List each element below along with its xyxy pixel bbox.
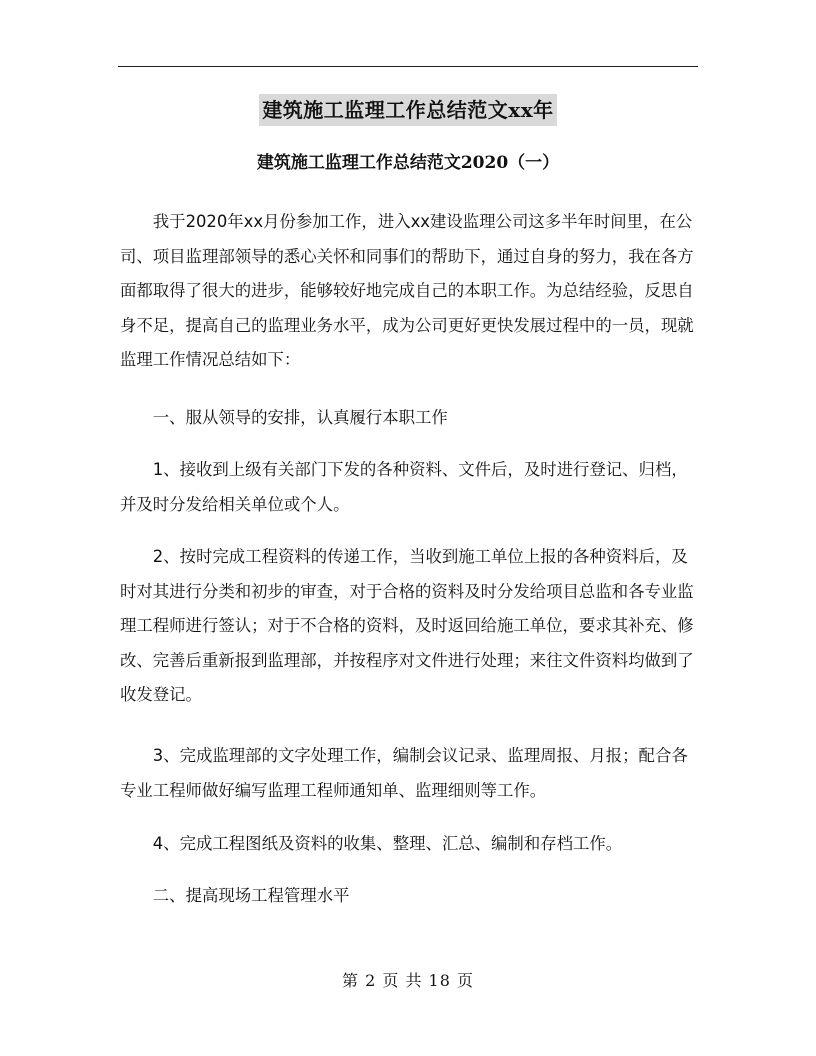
item-paragraph-3: 3、完成监理部的文字处理工作，编制会议记录、监理周报、月报；配合各专业工程师做好编写监理工程师通知单、监理细则等工作。	[120, 746, 688, 800]
document-title	[0, 94, 816, 126]
item-paragraph-4: 4、完成工程图纸及资料的收集、整理、汇总、编制和存档工作。	[152, 834, 623, 853]
section-heading-2: 二、提高现场工程管理水平	[152, 886, 350, 905]
header-rule	[118, 66, 698, 67]
intro-paragraph: 我于2020年xx月份参加工作，进入xx建设监理公司这多半年时间里，在公司、项目监理部领导的悉心关怀和同事们的帮助下，通过自身的努力，我在各方面都取得了很大的进步，能够较好地完成自己的本职工作。为总结经验，反思自身不足，提高自己的监理业务水平，成为公司更好更快发展过程中的一员，现就监理工作情况总结如下：	[120, 212, 694, 369]
page-number-footer: 第 2 页 共 18 页	[342, 971, 474, 990]
document-subtitle: 建筑施工监理工作总结范文2020（一）	[256, 153, 560, 173]
document-title-text: 建筑施工监理工作总结范文xx年	[259, 94, 556, 126]
section-heading-1: 一、服从领导的安排，认真履行本职工作	[152, 408, 448, 427]
item-paragraph-1: 1、接收到上级有关部门下发的各种资料、文件后，及时进行登记、归档，并及时分发给相关单位或个人。	[120, 460, 688, 514]
item-paragraph-2: 2、按时完成工程资料的传递工作，当收到施工单位上报的各种资料后，及时对其进行分类和初步的审查，对于合格的资料及时分发给项目总监和各专业监理工程师进行签认；对于不合格的资料，及时返回给施工单位，要求其补充、修改、完善后重新报到监理部，并按程序对文件进行处理；来往文件资料均做到了收发登记。	[120, 547, 694, 704]
